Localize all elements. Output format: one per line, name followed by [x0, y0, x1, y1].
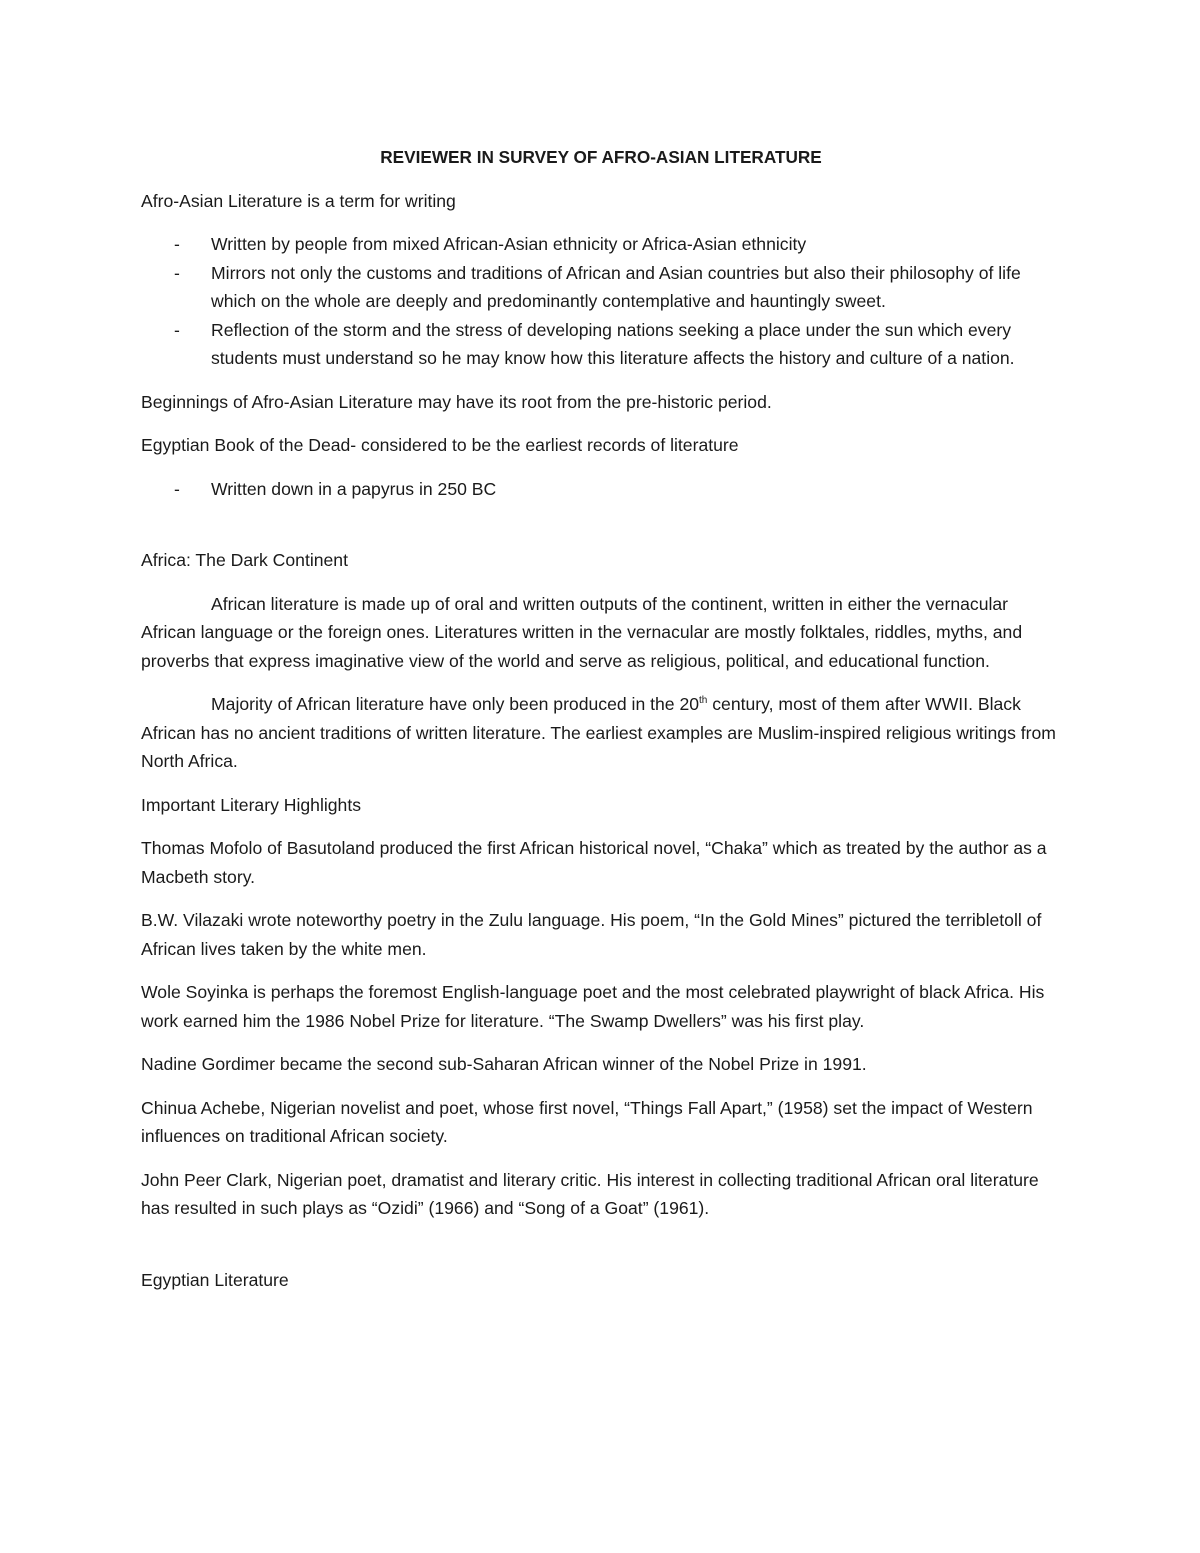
highlight-paragraph: Wole Soyinka is perhaps the foremost English-language poet and the most celebrated playwright of black Africa. His work earned him the 1986 Nobel Prize for literature. “The Swamp Dwellers” was his first play.	[141, 982, 1045, 1031]
highlight-paragraph: B.W. Vilazaki wrote noteworthy poetry in the Zulu language. His poem, “In the Gold Mines” pictured the terribletoll of African lives taken by the white men.	[141, 910, 1042, 959]
list-item	[141, 475, 1061, 504]
list-item-text: Written down in a papyrus in 250 BC	[211, 478, 497, 499]
list-item	[141, 316, 1061, 373]
highlights-heading: Important Literary Highlights	[141, 794, 362, 815]
book-of-dead-paragraph: Egyptian Book of the Dead- considered to be the earliest records of literature	[141, 435, 739, 455]
dash-bullet: -	[174, 319, 180, 340]
list-item-text: Reflection of the storm and the stress of developing nations seeking a place under the sun which every students must understand so he may know how this literature affects the history and culture of a nation.	[211, 319, 1015, 368]
ordinal-suffix: th	[699, 695, 708, 707]
dash-bullet: -	[174, 478, 180, 499]
intro-bullet-list	[141, 230, 1061, 373]
africa-p2-text-end: century, most of them after WWII. Black African has no ancient traditions of written literature. The earliest examples are Muslim-inspired religious writings from North Africa.	[141, 694, 1056, 771]
list-item-text: Written by people from mixed African-Asian ethnicity or Africa-Asian ethnicity	[211, 234, 807, 254]
document-body	[141, 143, 1061, 1309]
list-item-text: Mirrors not only the customs and traditions of African and Asian countries but also their philosophy of life which on the whole are deeply and predominantly contemplative and hauntingly sweet.	[211, 262, 1021, 311]
book-bullet-list	[141, 475, 1061, 504]
dash-bullet: -	[174, 234, 180, 254]
list-item	[141, 230, 1061, 259]
document-title: REVIEWER IN SURVEY OF AFRO-ASIAN LITERATURE	[380, 147, 822, 167]
highlight-paragraph: Thomas Mofolo of Basutoland produced the first African historical novel, “Chaka” which as treated by the author as a Macbeth story.	[141, 838, 1047, 887]
highlight-paragraph: John Peer Clark, Nigerian poet, dramatist and literary critic. His interest in collecting traditional African oral literature has resulted in such plays as “Ozidi” (1966) and “Song of a Goat” (1961).	[141, 1169, 1039, 1218]
africa-heading: Africa: The Dark Continent	[141, 550, 348, 570]
dash-bullet: -	[174, 262, 180, 283]
highlight-paragraph: Nadine Gordimer became the second sub-Saharan African winner of the Nobel Prize in 1991.	[141, 1054, 867, 1074]
beginnings-paragraph: Beginnings of Afro-Asian Literature may have its root from the pre-historic period.	[141, 391, 772, 412]
africa-paragraph-1: African literature is made up of oral and written outputs of the continent, written in either the vernacular African language or the foreign ones. Literatures written in the vernacular are mostly folktales, riddles, myths, and proverbs that express imaginative view of the world and serve as religious, political, and educational function.	[141, 593, 1023, 671]
highlight-paragraph: Chinua Achebe, Nigerian novelist and poet, whose first novel, “Things Fall Apart,” (1958) set the impact of Western influences on traditional African society.	[141, 1097, 1033, 1146]
list-item	[141, 259, 1061, 316]
africa-p2-text-start: Majority of African literature have only been produced in the 20	[211, 694, 700, 714]
africa-paragraph-2	[141, 690, 1061, 776]
intro-paragraph: Afro-Asian Literature is a term for writing	[141, 190, 456, 211]
egypt-heading: Egyptian Literature	[141, 1269, 289, 1290]
